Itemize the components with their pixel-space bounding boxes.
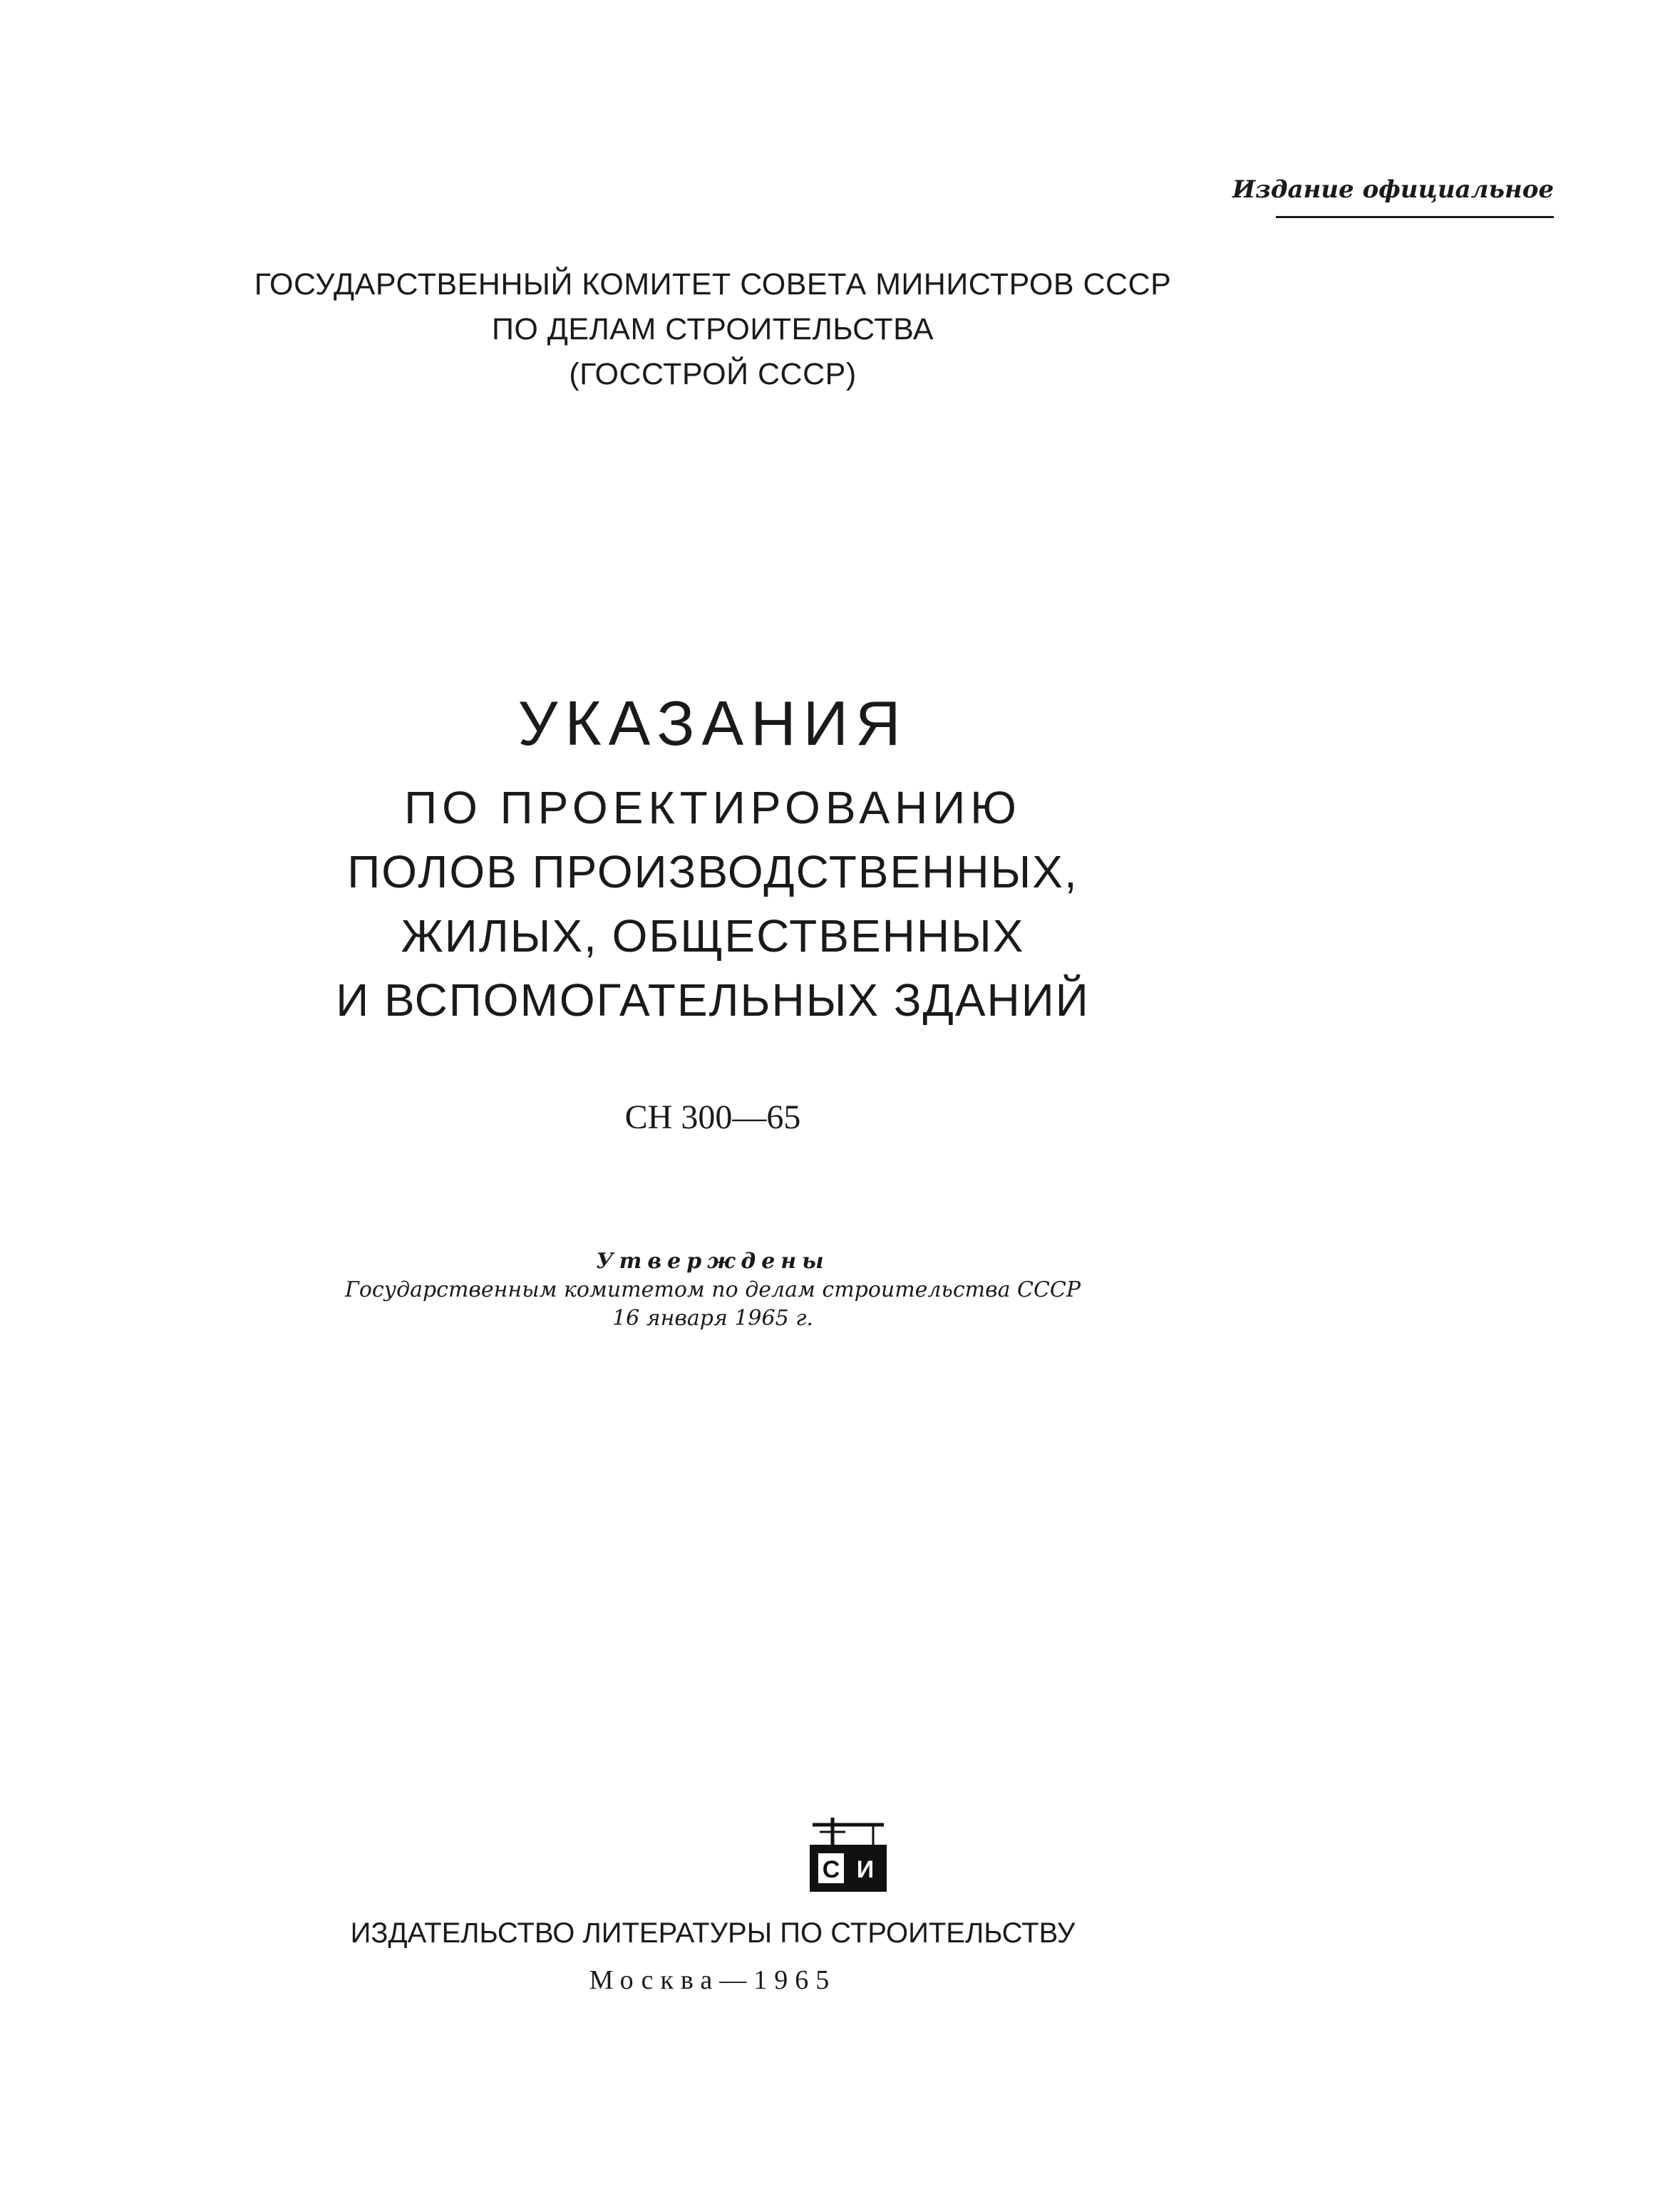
document-title: УКАЗАНИЯ bbox=[517, 688, 908, 758]
svg-text:И: И bbox=[856, 1856, 875, 1883]
authority-line-1: ГОСУДАРСТВЕННЫЙ КОМИТЕТ СОВЕТА МИНИСТРОВ СССР bbox=[254, 267, 1172, 302]
svg-text:С: С bbox=[822, 1856, 840, 1883]
subtitle-line-3: ЖИЛЫХ, ОБЩЕСТВЕННЫХ bbox=[401, 910, 1025, 962]
approval-block bbox=[143, 1247, 1283, 1333]
document-code: СН 300—65 bbox=[624, 1098, 801, 1136]
document-subtitle bbox=[143, 776, 1283, 1032]
authority-line-3: (ГОССТРОЙ СССР) bbox=[569, 357, 857, 391]
approval-authority: Государственным комитетом по делам строительства СССР bbox=[344, 1277, 1081, 1302]
subtitle-line-4: И ВСПОМОГАТЕЛЬНЫХ ЗДАНИЙ bbox=[336, 974, 1090, 1026]
subtitle-line-1: ПО ПРОЕКТИРОВАНИЮ bbox=[404, 782, 1021, 833]
approval-date: 16 января 1965 г. bbox=[612, 1306, 813, 1331]
issuing-authority bbox=[143, 262, 1283, 397]
publisher-logo-icon bbox=[805, 1816, 891, 1895]
publisher-city-year: Москва—1965 bbox=[589, 1965, 837, 1995]
authority-line-2: ПО ДЕЛАМ СТРОИТЕЛЬСТВА bbox=[491, 312, 934, 346]
subtitle-line-2: ПОЛОВ ПРОИЗВОДСТВЕННЫХ, bbox=[347, 846, 1078, 897]
edition-underline bbox=[1276, 216, 1554, 218]
publisher-name: ИЗДАТЕЛЬСТВО ЛИТЕРАТУРЫ ПО СТРОИТЕЛЬСТВУ bbox=[350, 1917, 1076, 1949]
approval-heading: Утверждены bbox=[596, 1249, 830, 1274]
edition-label: Издание официальное bbox=[1232, 175, 1554, 204]
